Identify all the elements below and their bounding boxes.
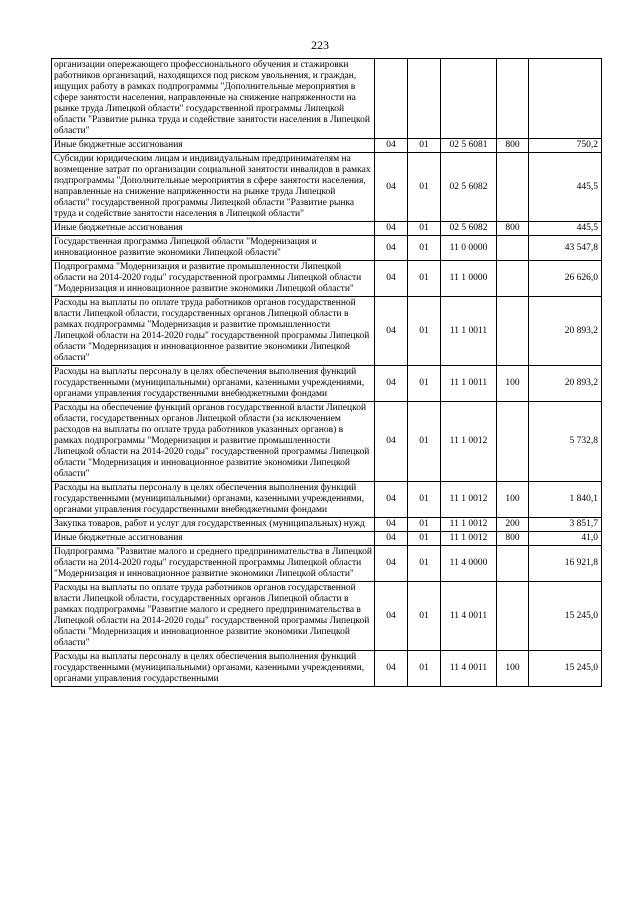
description-cell: Закупка товаров, работ и услуг для государственных (муниципальных) нужд [52, 518, 375, 532]
subsection-code-cell: 01 [408, 153, 441, 222]
target-article-cell: 11 4 0000 [441, 546, 497, 582]
amount-cell: 15 245,0 [529, 651, 602, 687]
table-row [52, 546, 602, 582]
amount-cell: 20 893,2 [529, 297, 602, 366]
table-row [52, 139, 602, 153]
expense-type-cell [497, 582, 529, 651]
section-code-cell: 04 [375, 236, 408, 261]
subsection-code-cell: 01 [408, 651, 441, 687]
amount-cell: 41,0 [529, 532, 602, 546]
table-row [52, 402, 602, 482]
section-code-cell: 04 [375, 222, 408, 236]
table-row [52, 261, 602, 297]
description-cell: Расходы на выплаты персоналу в целях обеспечения выполнения функций государственными (муниципальными) органами, казенными учреждениями, органами управления государственными [52, 651, 375, 687]
amount-cell: 5 732,8 [529, 402, 602, 482]
expense-type-cell: 800 [497, 139, 529, 153]
subsection-code-cell: 01 [408, 139, 441, 153]
subsection-code-cell: 01 [408, 366, 441, 402]
table-row [52, 532, 602, 546]
target-article-cell: 11 1 0012 [441, 402, 497, 482]
target-article-cell: 11 1 0012 [441, 518, 497, 532]
expense-type-cell [497, 153, 529, 222]
table-row [52, 651, 602, 687]
description-cell: организации опережающего профессионального обучения и стажировки работников организаций, находящихся под риском увольнения, и граждан, ищущих работу в рамках подпрограммы "Дополнительные мероприятия в сфере занятости населения, направленные на снижение напряженности на рынке труда Липецкой области" государственной программы Липецкой области "Развитие рынка труда и содействие занятости населения в Липецкой области" [52, 59, 375, 139]
expense-type-cell: 100 [497, 366, 529, 402]
subsection-code-cell: 01 [408, 236, 441, 261]
description-cell: Иные бюджетные ассигнования [52, 222, 375, 236]
amount-cell: 16 921,8 [529, 546, 602, 582]
expense-type-cell [497, 297, 529, 366]
section-code-cell: 04 [375, 366, 408, 402]
table-row [52, 236, 602, 261]
target-article-cell: 11 4 0011 [441, 582, 497, 651]
target-article-cell: 11 1 0011 [441, 366, 497, 402]
section-code-cell: 04 [375, 261, 408, 297]
target-article-cell: 11 1 0012 [441, 532, 497, 546]
expense-type-cell: 800 [497, 222, 529, 236]
table-row [52, 297, 602, 366]
table-row [52, 582, 602, 651]
expense-type-cell [497, 236, 529, 261]
section-code-cell: 04 [375, 153, 408, 222]
expense-type-cell [497, 402, 529, 482]
target-article-cell: 11 4 0011 [441, 651, 497, 687]
table-row [52, 59, 602, 139]
amount-cell: 445,5 [529, 153, 602, 222]
section-code-cell: 04 [375, 518, 408, 532]
section-code-cell: 04 [375, 297, 408, 366]
description-cell: Подпрограмма "Развитие малого и среднего предпринимательства в Липецкой области на 2014-2020 годы" государственной программы Липецкой области "Модернизация и инновационное развитие экономики Липецкой области" [52, 546, 375, 582]
description-cell: Подпрограмма "Модернизация и развитие промышленности Липецкой области на 2014-2020 годы" государственной программы Липецкой области "Модернизация и инновационное развитие экономики Липецкой области" [52, 261, 375, 297]
amount-cell: 1 840,1 [529, 482, 602, 518]
expense-type-cell: 800 [497, 532, 529, 546]
expense-type-cell: 100 [497, 651, 529, 687]
description-cell: Расходы на обеспечение функций органов государственной власти Липецкой области, государственных органов Липецкой области (за исключением расходов на выплаты по оплате труда работников указанных органов) в рамках подпрограммы "Модернизация и развитие промышленности Липецкой области на 2014-2020 годы" государственной программы Липецкой области "Модернизация и инновационное развитие экономики Липецкой области" [52, 402, 375, 482]
expense-type-cell [497, 261, 529, 297]
section-code-cell [375, 59, 408, 139]
subsection-code-cell: 01 [408, 261, 441, 297]
subsection-code-cell: 01 [408, 222, 441, 236]
table-row [52, 222, 602, 236]
table-row [52, 482, 602, 518]
target-article-cell: 02 5 6082 [441, 222, 497, 236]
target-article-cell [441, 59, 497, 139]
page-number: 223 [311, 38, 329, 52]
amount-cell: 15 245,0 [529, 582, 602, 651]
subsection-code-cell: 01 [408, 518, 441, 532]
target-article-cell: 02 5 6081 [441, 139, 497, 153]
target-article-cell: 11 1 0012 [441, 482, 497, 518]
description-cell: Государственная программа Липецкой области "Модернизация и инновационное развитие экономики Липецкой области" [52, 236, 375, 261]
subsection-code-cell: 01 [408, 402, 441, 482]
subsection-code-cell: 01 [408, 297, 441, 366]
description-cell: Расходы на выплаты по оплате труда работников органов государственной власти Липецкой области, государственных органов Липецкой области в рамках подпрограммы "Развитие малого и среднего предпринимательства в Липецкой области на 2014-2020 годы" государственной программы Липецкой области "Модернизация и инновационное развитие экономики Липецкой области" [52, 582, 375, 651]
expense-type-cell [497, 546, 529, 582]
amount-cell: 20 893,2 [529, 366, 602, 402]
section-code-cell: 04 [375, 651, 408, 687]
subsection-code-cell: 01 [408, 482, 441, 518]
section-code-cell: 04 [375, 582, 408, 651]
subsection-code-cell: 01 [408, 532, 441, 546]
section-code-cell: 04 [375, 139, 408, 153]
description-cell: Иные бюджетные ассигнования [52, 139, 375, 153]
description-cell: Расходы на выплаты по оплате труда работников органов государственной власти Липецкой области, государственных органов Липецкой области в рамках подпрограммы "Модернизация и развитие промышленности Липецкой области на 2014-2020 годы" государственной программы Липецкой области "Модернизация и инновационное развитие экономики Липецкой области" [52, 297, 375, 366]
section-code-cell: 04 [375, 546, 408, 582]
description-cell: Расходы на выплаты персоналу в целях обеспечения выполнения функций государственными (муниципальными) органами, казенными учреждениями, органами управления государственными внебюджетными фондами [52, 366, 375, 402]
subsection-code-cell [408, 59, 441, 139]
amount-cell [529, 59, 602, 139]
amount-cell: 3 851,7 [529, 518, 602, 532]
subsection-code-cell: 01 [408, 546, 441, 582]
description-cell: Расходы на выплаты персоналу в целях обеспечения выполнения функций государственными (муниципальными) органами, казенными учреждениями, органами управления государственными внебюджетными фондами [52, 482, 375, 518]
expense-type-cell [497, 59, 529, 139]
budget-table [51, 58, 602, 687]
section-code-cell: 04 [375, 532, 408, 546]
table-row [52, 153, 602, 222]
table-body [52, 59, 602, 687]
target-article-cell: 11 1 0011 [441, 297, 497, 366]
target-article-cell: 11 1 0000 [441, 261, 497, 297]
description-cell: Иные бюджетные ассигнования [52, 532, 375, 546]
amount-cell: 750,2 [529, 139, 602, 153]
subsection-code-cell: 01 [408, 582, 441, 651]
amount-cell: 26 626,0 [529, 261, 602, 297]
section-code-cell: 04 [375, 402, 408, 482]
target-article-cell: 02 5 6082 [441, 153, 497, 222]
table-row [52, 366, 602, 402]
description-cell: Субсидии юридическим лицам и индивидуальным предпринимателям на возмещение затрат по организации социальной занятости инвалидов в рамках подпрограммы "Дополнительные мероприятия в сфере занятости населения, направленные на снижение напряженности на рынке труда Липецкой области" государственной программы Липецкой области "Развитие рынка труда и содействие занятости населения в Липецкой области" [52, 153, 375, 222]
table-row [52, 518, 602, 532]
expense-type-cell: 200 [497, 518, 529, 532]
target-article-cell: 11 0 0000 [441, 236, 497, 261]
section-code-cell: 04 [375, 482, 408, 518]
amount-cell: 43 547,8 [529, 236, 602, 261]
amount-cell: 445,5 [529, 222, 602, 236]
expense-type-cell: 100 [497, 482, 529, 518]
